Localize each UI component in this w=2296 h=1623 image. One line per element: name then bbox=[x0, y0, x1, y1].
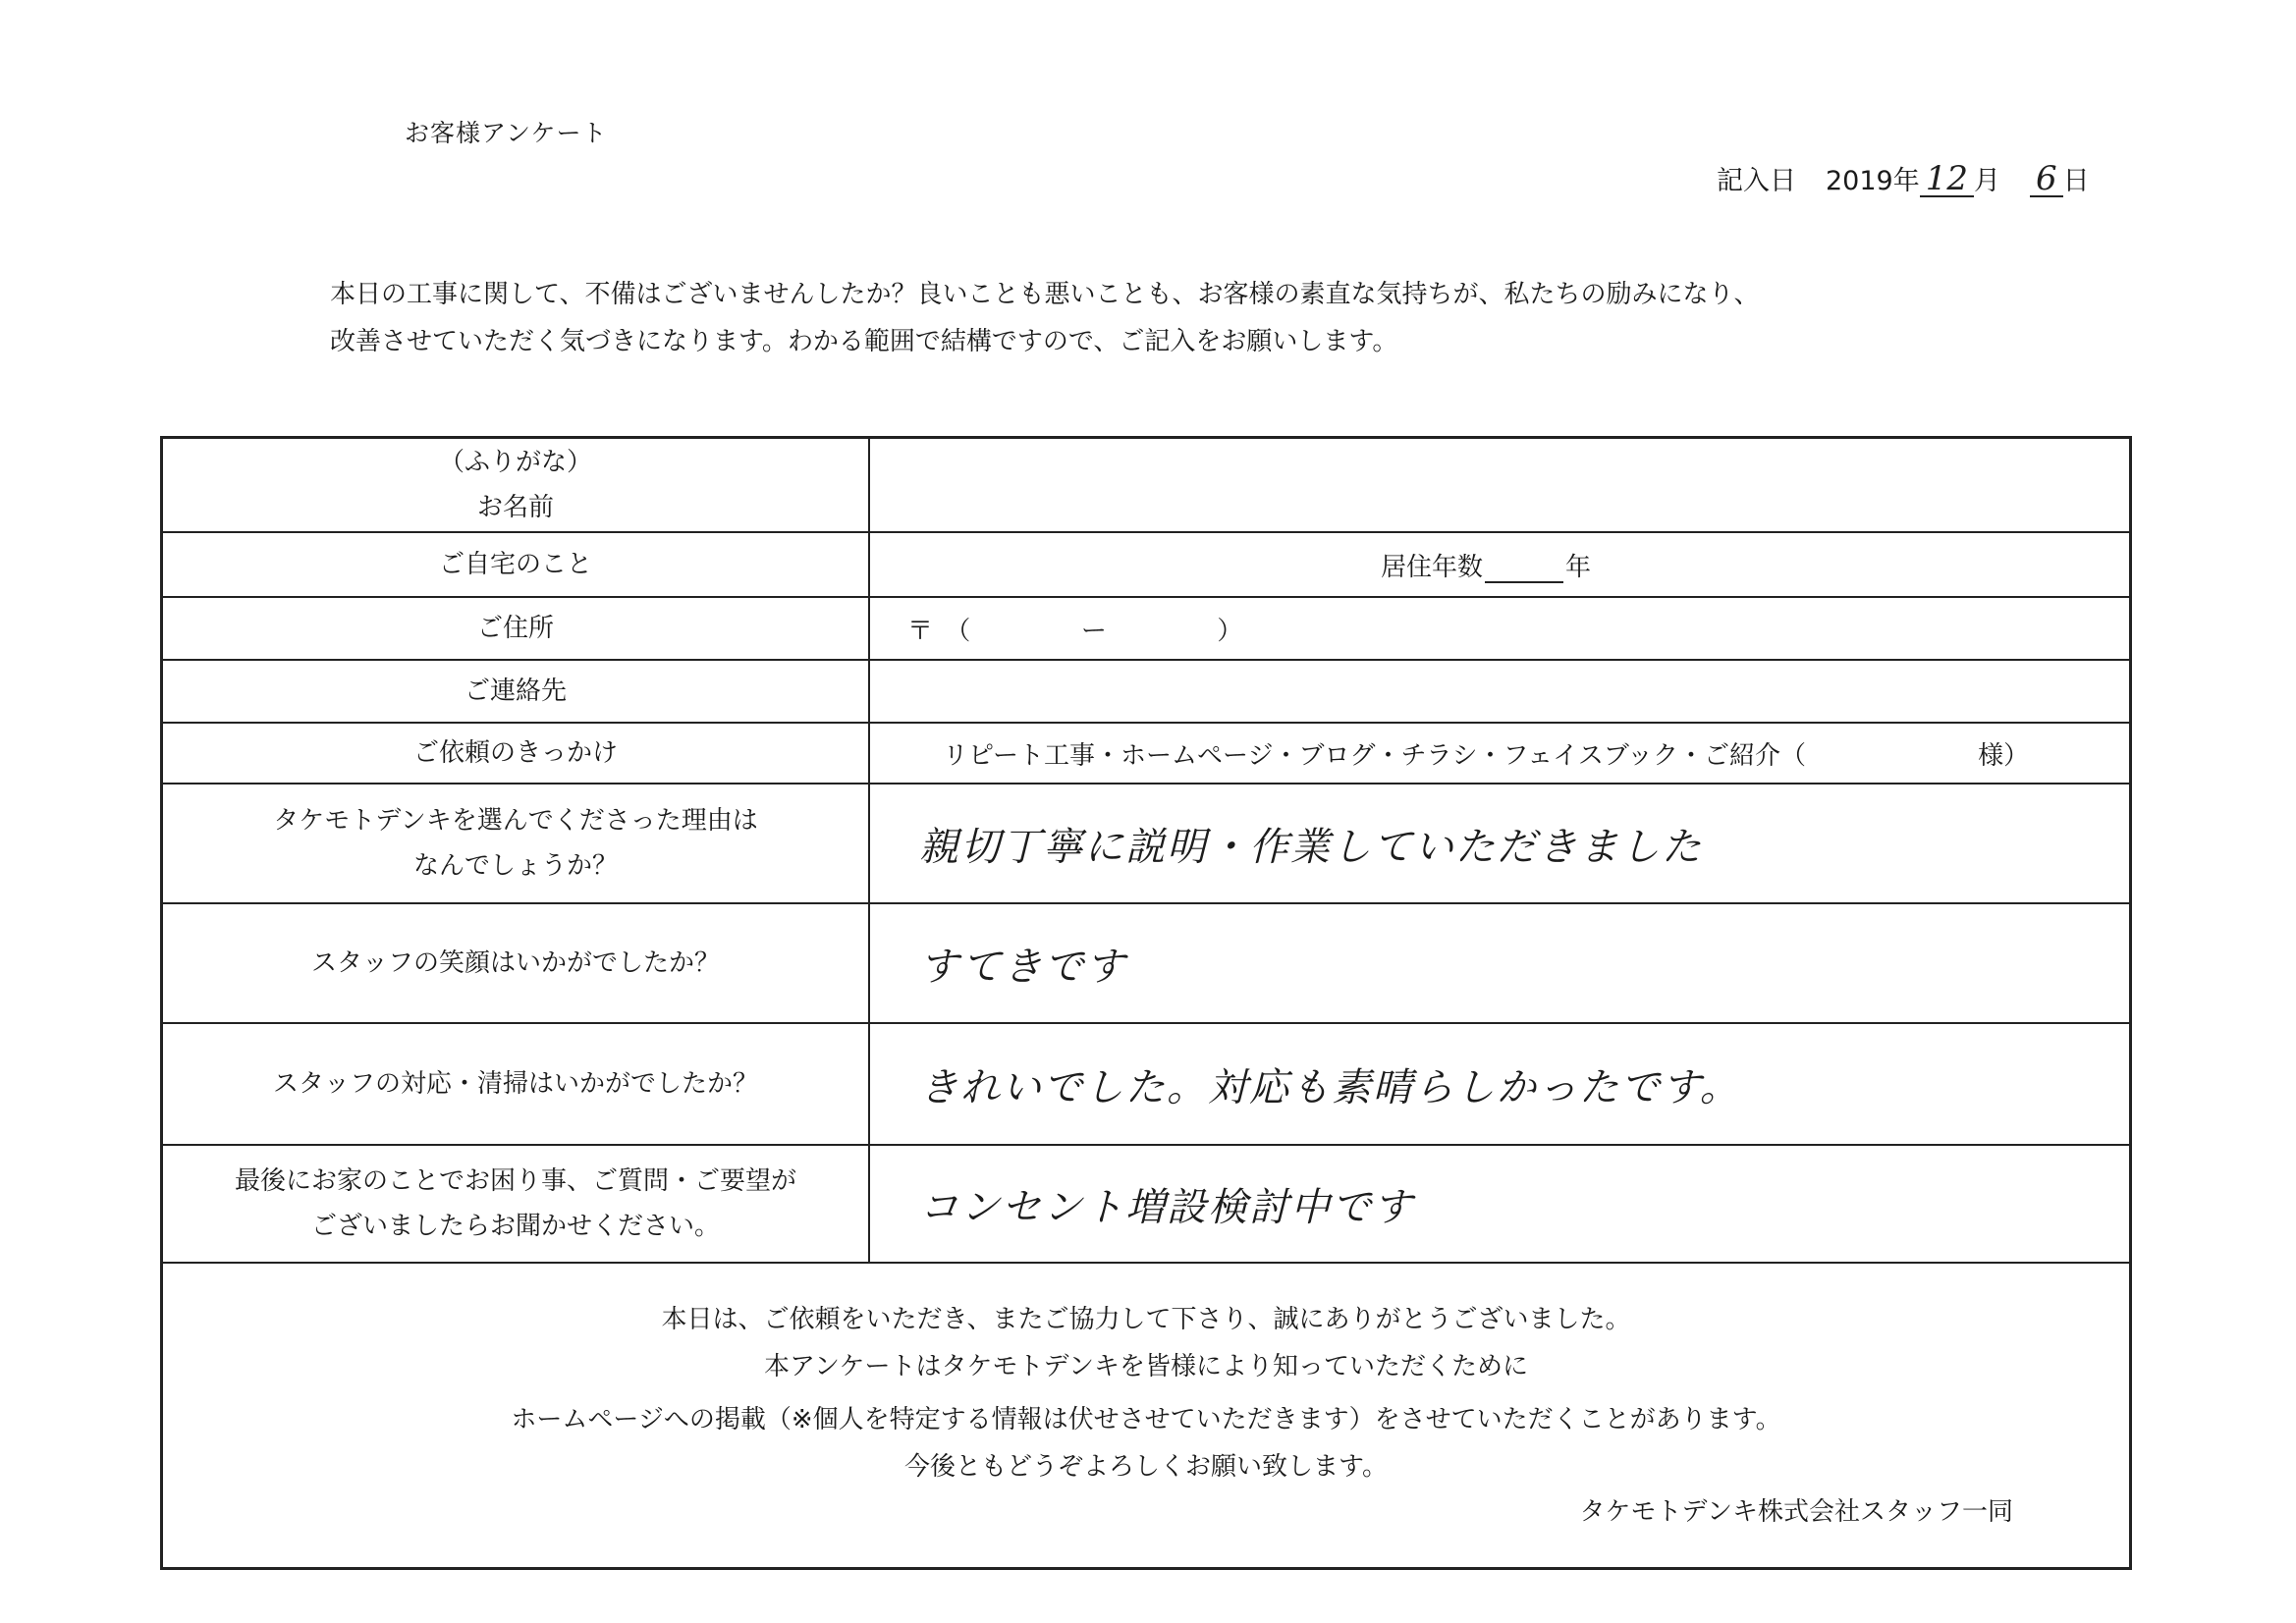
closing-signoff: タケモトデンキ株式会社スタッフ一同 bbox=[1579, 1497, 2013, 1527]
entry-date-year: 2019年 bbox=[1826, 166, 1920, 196]
home-label: ご自宅のこと bbox=[163, 533, 870, 596]
closing-line-4: 今後ともどうぞよろしくお願い致します。 bbox=[904, 1452, 1388, 1482]
intro-text bbox=[330, 271, 1759, 365]
reason-label-line-2: なんでしょうか？ bbox=[412, 851, 618, 881]
intro-line-1: 本日の工事に関して、不備はございませんしたか？良いことも悪いことも、お客様の素直な気持ちが、私たちの励みになり、 bbox=[330, 280, 1760, 309]
years-label: 居住年数 bbox=[1381, 552, 1484, 582]
postal-mark-icon: 〒 bbox=[907, 616, 936, 646]
service-answer-field[interactable] bbox=[870, 1024, 2129, 1144]
address-label: ご住所 bbox=[163, 598, 870, 659]
intro-line-2: 改善させていただく気づきになります。わかる範囲で結構ですので、ご記入をお願いします。 bbox=[330, 327, 1398, 356]
trigger-suffix: 様） bbox=[1978, 740, 2030, 771]
trigger-label: ご依頼のきっかけ bbox=[163, 724, 870, 783]
home-row bbox=[163, 533, 2129, 598]
requests-label bbox=[163, 1146, 870, 1262]
address-row bbox=[163, 598, 2129, 661]
survey-form bbox=[160, 436, 2132, 1570]
entry-date-month[interactable]: 12 bbox=[1920, 162, 1974, 197]
years-blank[interactable] bbox=[1485, 558, 1563, 583]
contact-field[interactable] bbox=[870, 661, 2129, 722]
smile-answer-field[interactable] bbox=[870, 904, 2129, 1022]
years-field[interactable] bbox=[1381, 547, 1591, 583]
requests-answer-field[interactable] bbox=[870, 1146, 2129, 1262]
entry-date-day-unit: 日 bbox=[2062, 166, 2090, 196]
smile-row bbox=[163, 904, 2129, 1024]
entry-date bbox=[1717, 159, 2090, 197]
service-label: スタッフの対応・清掃はいかがでしたか？ bbox=[163, 1024, 870, 1144]
name-field[interactable] bbox=[870, 439, 2129, 531]
trigger-options[interactable] bbox=[870, 735, 2029, 772]
smile-answer: すてきです bbox=[919, 944, 1127, 990]
contact-label: ご連絡先 bbox=[163, 661, 870, 722]
reason-label bbox=[163, 784, 870, 902]
postal-dash: ー bbox=[1080, 616, 1109, 646]
closing-line-1: 本日は、ご依頼をいただき、またご協力して下さり、誠にありがとうございました。 bbox=[661, 1305, 1631, 1334]
years-unit: 年 bbox=[1565, 552, 1592, 582]
entry-date-month-unit: 月 bbox=[1973, 166, 2000, 196]
requests-label-line-1: 最後にお家のことでお困り事、ご質問・ご要望が bbox=[234, 1166, 796, 1196]
address-field[interactable] bbox=[870, 598, 2129, 659]
smile-label: スタッフの笑顔はいかがでしたか？ bbox=[163, 904, 870, 1022]
entry-date-day[interactable]: 6 bbox=[2030, 162, 2063, 197]
service-row bbox=[163, 1024, 2129, 1146]
reason-answer-field[interactable] bbox=[870, 784, 2129, 902]
closing-line-2: 本アンケートはタケモトデンキを皆様により知っていただくために bbox=[764, 1352, 1528, 1381]
page-title: お客様アンケート bbox=[405, 119, 608, 147]
name-row bbox=[163, 439, 2129, 533]
home-field[interactable] bbox=[870, 533, 2129, 596]
trigger-field[interactable] bbox=[870, 724, 2129, 783]
reason-row bbox=[163, 784, 2129, 904]
service-answer: きれいでした。対応も素晴らしかったです。 bbox=[919, 1064, 1741, 1110]
contact-row bbox=[163, 661, 2129, 724]
requests-answer: コンセント増設検討中です bbox=[919, 1184, 1414, 1230]
requests-row bbox=[163, 1146, 2129, 1264]
postal-code-field[interactable] bbox=[870, 611, 1244, 647]
closing-message bbox=[163, 1264, 2129, 1567]
reason-answer: 親切丁寧に説明・作業していただきました bbox=[919, 824, 1703, 870]
requests-label-line-2: ございましたらお聞かせください。 bbox=[310, 1212, 720, 1241]
trigger-row bbox=[163, 724, 2129, 784]
postal-close-paren: ） bbox=[1217, 616, 1245, 646]
name-furigana-label: （ふりがな） bbox=[438, 448, 592, 477]
reason-label-line-1: タケモトデンキを選んでくださった理由は bbox=[273, 806, 758, 836]
trigger-options-text[interactable]: リピート工事・ホームページ・ブログ・チラシ・フェイスブック・ご紹介（ bbox=[943, 740, 1807, 771]
name-field-label: お名前 bbox=[476, 493, 554, 522]
entry-date-label: 記入日 bbox=[1717, 166, 1796, 196]
postal-open-paren: （ bbox=[945, 616, 973, 646]
closing-line-3: ホームページへの掲載（※個人を特定する情報は伏せさせていただきます）をさせていただくことがあります。 bbox=[511, 1405, 1781, 1434]
name-label bbox=[163, 439, 870, 531]
